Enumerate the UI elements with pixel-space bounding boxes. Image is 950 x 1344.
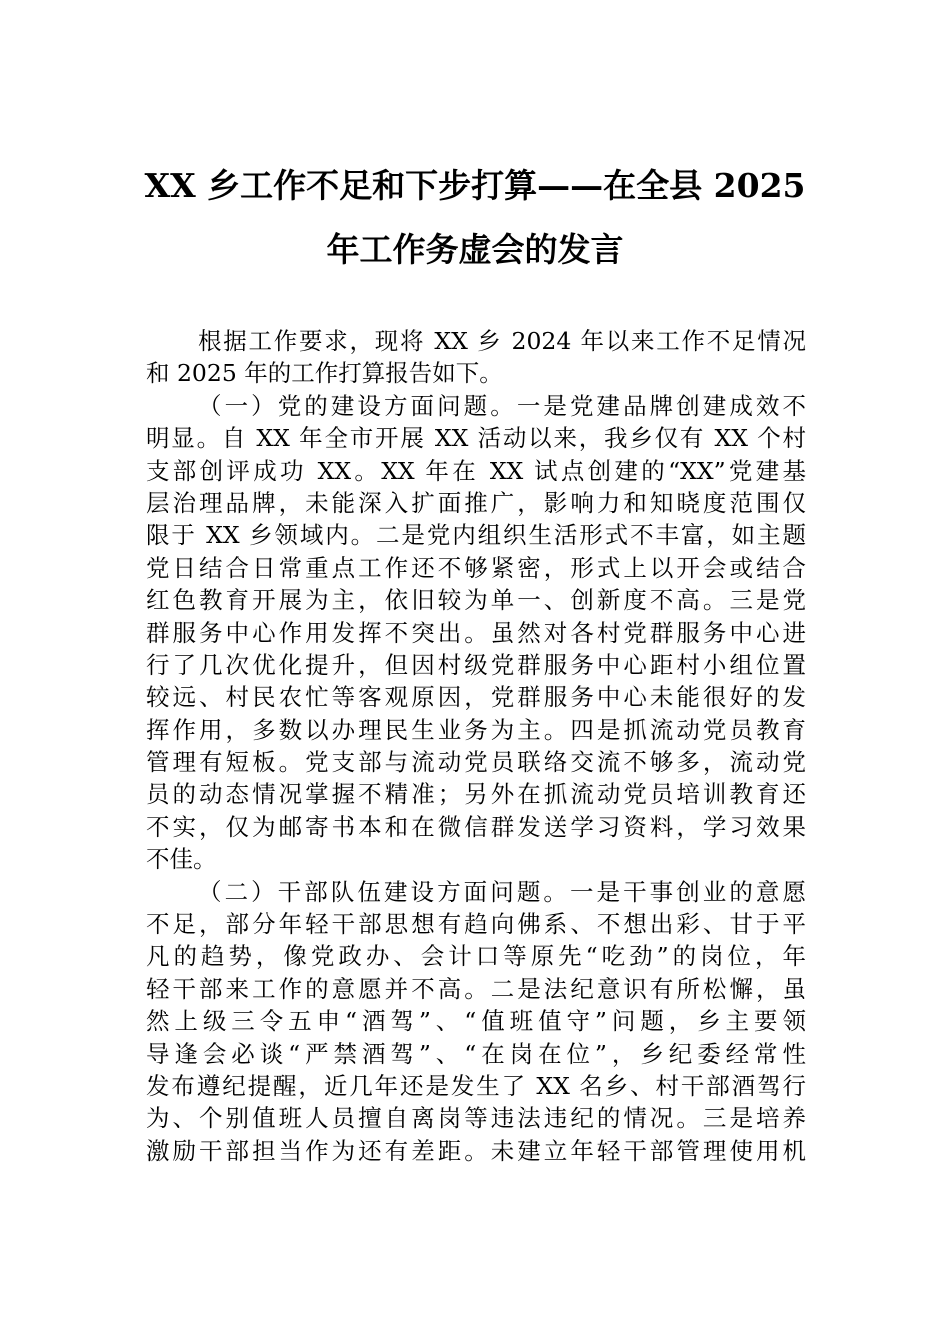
body-line: 不足，部分年轻干部思想有趋向佛系、不想出彩、甘于平 [146, 910, 806, 939]
body-line: 和 2025 年的工作打算报告如下。 [146, 359, 503, 388]
body-line: 较远、村民农忙等客观原因，党群服务中心未能很好的发 [146, 683, 806, 712]
body-line: 不佳。 [146, 845, 217, 874]
body-line: 红色教育开展为主，依旧较为单一、创新度不高。三是党 [146, 586, 806, 615]
body-line: 限于 XX 乡领域内。二是党内组织生活形式不丰富，如主题 [146, 521, 806, 550]
body-line: 激励干部担当作为还有差距。未建立年轻干部管理使用机 [146, 1136, 806, 1165]
body-line: 发布遵纪提醒，近几年还是发生了 XX 名乡、村干部酒驾行 [146, 1071, 806, 1100]
body-line: 凡的趋势，像党政办、会计口等原先“吃劲”的岗位，年 [146, 942, 806, 971]
body-line: 根据工作要求，现将 XX 乡 2024 年以来工作不足情况 [198, 327, 806, 355]
body-line: 为、个别值班人员擅自离岗等违法违纪的情况。三是培养 [146, 1104, 806, 1133]
document-title [100, 154, 850, 282]
body-line: 行了几次优化提升，但因村级党群服务中心距村小组位置 [146, 650, 806, 679]
body-line: 轻干部来工作的意愿并不高。二是法纪意识有所松懈，虽 [146, 974, 806, 1003]
body-line: 支部创评成功 XX。XX 年在 XX 试点创建的“XX”党建基 [146, 456, 806, 485]
body-line: 不实，仅为邮寄书本和在微信群发送学习资料，学习效果 [146, 812, 806, 841]
body-line: 导逢会必谈“严禁酒驾”、“在岗在位”，乡纪委经常性 [146, 1039, 806, 1068]
body-line: 员的动态情况掌握不精准；另外在抓流动党员培训教育还 [146, 780, 806, 809]
body-line: 党日结合日常重点工作还不够紧密，形式上以开会或结合 [146, 553, 806, 582]
body-line: 明显。自 XX 年全市开展 XX 活动以来，我乡仅有 XX 个村 [146, 424, 806, 453]
body-line: 群服务中心作用发挥不突出。虽然对各村党群服务中心进 [146, 618, 806, 647]
section-heading-line: （一）党的建设方面问题。一是党建品牌创建成效不 [198, 391, 806, 420]
title-line-2: 年工作务虚会的发言 [326, 230, 624, 269]
body-line: 挥作用，多数以办理民生业务为主。四是抓流动党员教育 [146, 715, 806, 744]
section-heading-line: （二）干部队伍建设方面问题。一是干事创业的意愿 [198, 877, 806, 906]
body-line: 层治理品牌，未能深入扩面推广，影响力和知晓度范围仅 [146, 488, 806, 517]
title-line-1: XX 乡工作不足和下步打算——在全县 2025 [144, 166, 806, 205]
document-body [146, 325, 806, 1167]
body-line: 管理有短板。党支部与流动党员联络交流不够多，流动党 [146, 748, 806, 777]
body-line: 然上级三令五申“酒驾”、“值班值守”问题，乡主要领 [146, 1007, 806, 1036]
